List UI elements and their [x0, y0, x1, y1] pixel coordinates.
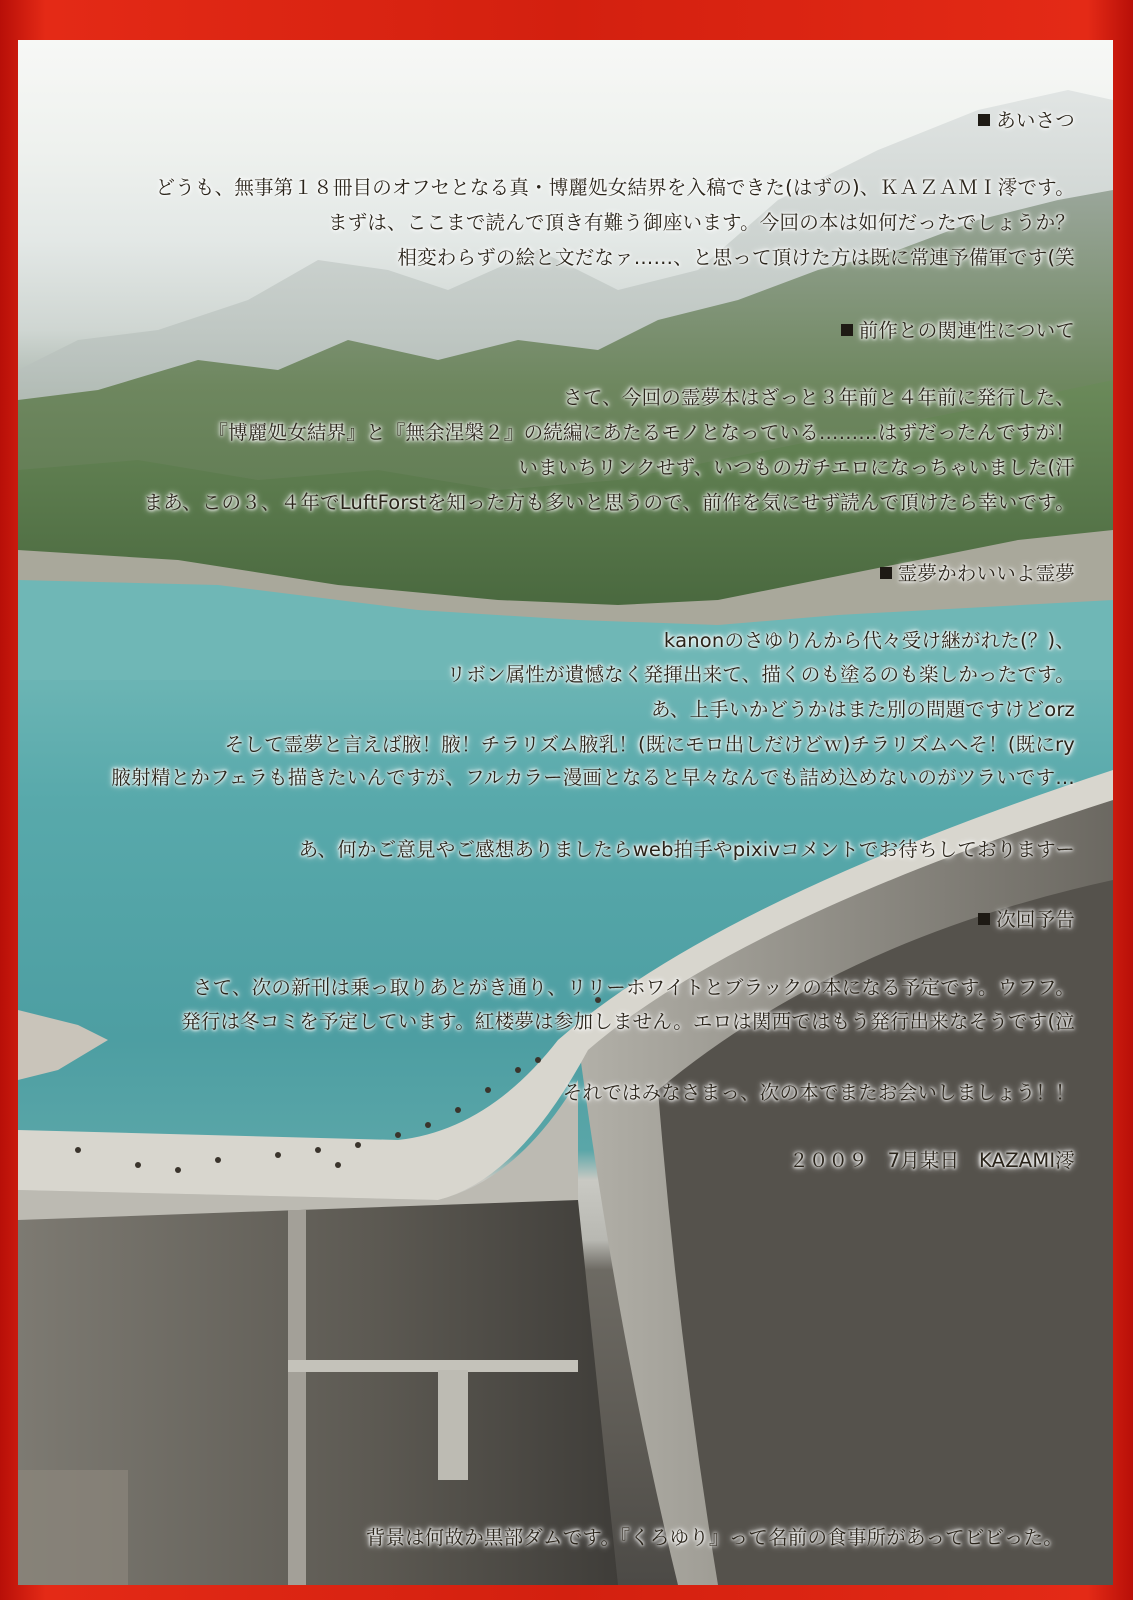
heading-text: 次回予告: [996, 908, 1075, 931]
dam-illustration: [18, 40, 1113, 1585]
square-bullet-icon: [978, 114, 990, 126]
text-line: さて、次の新刊は乗っ取りあとがき通り、リリーホワイトとブラックの本になる予定です。ウフフ。: [192, 976, 1075, 999]
text-line: どうも、無事第１８冊目のオフセとなる真・博麗処女結界を入稿できた(はずの)、ＫＡＺＡＭＩ澪です。: [155, 176, 1075, 199]
text-line: 相変わらずの絵と文だなァ……、と思って頂けた方は既に常連予備軍です(笑: [397, 246, 1075, 269]
text-line: あ、上手いかどうかはまた別の問題ですけどorz: [650, 698, 1075, 721]
section-heading-greeting: [978, 108, 1075, 134]
heading-text: 前作との関連性について: [858, 319, 1075, 342]
text-line: まずは、ここまで読んで頂き有難う御座います。今回の本は如何だったでしょうか？: [327, 211, 1075, 234]
text-line: リボン属性が遺憾なく発揮出来て、描くのも塗るのも楽しかったです。: [446, 663, 1075, 686]
square-bullet-icon: [841, 324, 853, 336]
section-heading-relation: [841, 318, 1075, 344]
text-line: そして霊夢と言えば腋！腋！チラリズム腋乳！(既にモロ出しだけどｗ)チラリズムへそ！(既にry: [224, 733, 1075, 756]
section-heading-reimu: [880, 561, 1075, 587]
text-line: いまいちリンクせず、いつものガチエロになっちゃいました(汗: [518, 456, 1075, 479]
text-line: さて、今回の霊夢本はざっと３年前と４年前に発行した、: [563, 386, 1075, 409]
text-line: まあ、この３、４年でLuftForstを知った方も多いと思うので、前作を気にせず読んで頂けたら幸いです。: [143, 491, 1075, 514]
heading-text: 霊夢かわいいよ霊夢: [897, 562, 1075, 585]
footer-note: 背景は何故か黒部ダムです。『くろゆり』って名前の食事所があってビビった。: [365, 1526, 1063, 1549]
heading-text: あいさつ: [996, 109, 1075, 132]
text-line: kanonのさゆりんから代々受け継がれた(？)、: [663, 629, 1075, 652]
text-line: 発行は冬コミを予定しています。紅楼夢は参加しません。エロは関西ではもう発行出来なそうです(泣: [181, 1010, 1075, 1033]
text-line: 腋射精とかフェラも描きたいんですが、フルカラー漫画となると早々なんでも詰め込めないのがツラいです…: [111, 766, 1075, 789]
text-line: それではみなさまっ、次の本でまたお会いしましょう！！: [562, 1081, 1075, 1104]
square-bullet-icon: [880, 567, 892, 579]
signature: ２００９ 7月某日 KAZAMI澪: [789, 1149, 1075, 1172]
section-heading-next: [978, 907, 1075, 933]
text-line: あ、何かご意見やご感想ありましたらweb拍手やpixivコメントでお待ちしておりますー: [298, 838, 1075, 861]
text-line: 『博麗処女結界』と『無余涅槃２』の続編にあたるモノとなっている………はずだったんですが！: [208, 421, 1075, 444]
square-bullet-icon: [978, 913, 990, 925]
